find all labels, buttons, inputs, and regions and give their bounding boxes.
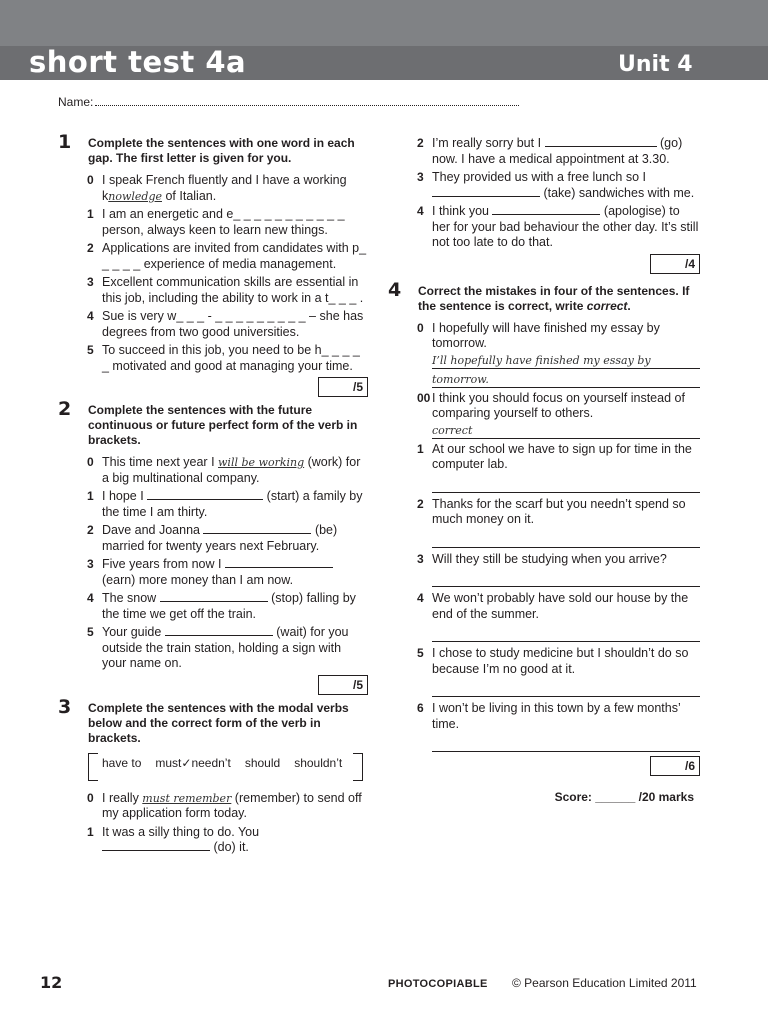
item-number: 00 <box>417 390 431 405</box>
item-number: 1 <box>87 207 94 221</box>
example-answer-line: correct <box>432 422 700 439</box>
ex1-item-0 <box>58 173 368 204</box>
item-text: I hopefully will have finished my essay by tomorrow. <box>432 320 660 350</box>
item-text: (wait) for you outside the train station, holding a sign with your name on. <box>102 625 349 670</box>
answer-blank[interactable] <box>165 626 273 636</box>
item-text: I really <box>102 790 143 805</box>
name-field[interactable] <box>58 95 519 111</box>
exercise-4-instruction-em: correct <box>586 298 628 313</box>
item-number: 4 <box>417 591 424 605</box>
item-text: I hope I <box>102 489 148 503</box>
answer-line[interactable] <box>432 677 700 697</box>
word-option: should <box>244 755 281 770</box>
exercise-2-score-box[interactable]: /5 <box>318 675 368 695</box>
item-number: 4 <box>87 309 94 323</box>
item-text: (earn) more money than I am now. <box>102 572 294 587</box>
ex3-item-0 <box>58 791 368 822</box>
item-text: (go) now. I have a medical appointment at 3.30. <box>432 136 683 166</box>
answer-blank[interactable] <box>203 524 311 534</box>
left-column <box>58 131 368 859</box>
answer-blank[interactable] <box>432 187 540 197</box>
answer-line[interactable] <box>432 567 700 587</box>
answer-blank[interactable] <box>147 490 263 500</box>
exercise-2-number: 2 <box>58 398 72 420</box>
ex3-item-3[interactable] <box>388 170 700 201</box>
exercise-1-heading <box>58 131 368 166</box>
photocopiable-label: PHOTOCOPIABLE <box>388 978 488 990</box>
ex4-item-0 <box>388 321 700 388</box>
right-column <box>388 136 700 806</box>
item-number: 4 <box>87 591 94 605</box>
item-text: Five years from now I <box>102 557 225 571</box>
item-text: I think you <box>432 204 493 218</box>
item-text: Sue is very w_ _ _ - _ _ _ _ _ _ _ _ _ – she has degrees from two good universities. <box>102 309 364 339</box>
answer-line[interactable] <box>432 473 700 493</box>
item-text: Thanks for the scarf but you needn’t spend so much money on it. <box>432 496 686 526</box>
word-option: must✓ <box>155 755 192 770</box>
item-text: I chose to study medicine but I shouldn’t do so because I’m no good at it. <box>432 646 689 676</box>
example-answer: must remember <box>142 791 232 805</box>
header-strip <box>0 0 768 46</box>
item-number: 1 <box>87 824 94 839</box>
word-list <box>102 756 342 772</box>
ex2-item-1[interactable] <box>58 489 368 520</box>
exercise-3-heading <box>58 695 368 746</box>
test-title: short test 4a <box>29 45 247 79</box>
item-text: At our school we have to sign up for time in the computer lab. <box>432 441 692 471</box>
item-text: (do) it. <box>210 840 249 854</box>
item-number: 4 <box>417 204 424 218</box>
answer-line[interactable] <box>432 528 700 548</box>
item-number: 5 <box>87 625 94 639</box>
example-answer: nowledge <box>108 189 162 203</box>
answer-blank[interactable] <box>160 592 268 602</box>
item-text: (remember) to send off my application form today. <box>102 790 362 820</box>
item-text: I won’t be living in this town by a few months’ time. <box>432 701 681 731</box>
exercise-2-instruction: Complete the sentences with the future continuous or future perfect form of the verb in brackets. <box>88 403 358 447</box>
item-number: 2 <box>87 523 94 537</box>
page-number: 12 <box>40 973 63 992</box>
answer-blank[interactable] <box>545 137 657 147</box>
item-number: 0 <box>87 790 94 805</box>
item-text: (start) a family by the time I am thirty. <box>102 489 363 519</box>
ex4-item-1[interactable] <box>388 442 700 493</box>
item-number: 0 <box>417 320 424 335</box>
item-text: (apologise) to her for your bad behaviour the other day. It’s still not too late to do that. <box>432 204 699 249</box>
ex4-item-5[interactable] <box>388 646 700 697</box>
item-text: (work) for a big multinational company. <box>102 455 361 485</box>
total-score: Score: ______ /20 marks <box>554 790 694 804</box>
item-text: Excellent communication skills are essential in this job, including the ability to work in a t_ _ _ . <box>102 275 364 305</box>
item-number: 2 <box>87 241 94 255</box>
item-text: Your guide <box>102 625 165 639</box>
exercise-1-score-box[interactable]: /5 <box>318 377 368 397</box>
answer-blank[interactable] <box>492 205 600 215</box>
word-option: shouldn’t <box>294 755 343 770</box>
item-number: 2 <box>417 136 424 150</box>
ex2-item-5[interactable] <box>58 625 368 672</box>
item-text: To succeed in this job, you need to be h_ _ _ _ _ motivated and good at managing your time. <box>102 343 360 373</box>
ex1-item-1[interactable] <box>58 207 368 238</box>
example-answer-line: tomorrow. <box>432 371 700 388</box>
item-text: We won’t probably have sold our house by the end of the summer. <box>432 591 689 621</box>
item-text: I am an energetic and e_ _ _ _ _ _ _ _ _ _ _ person, always keen to learn new things. <box>102 207 345 237</box>
item-text: The snow <box>102 591 160 605</box>
bracket-right <box>353 753 363 781</box>
ex4-item-3[interactable] <box>388 552 700 588</box>
item-text: (stop) falling by the time we get off the train. <box>102 591 356 621</box>
item-number: 3 <box>417 551 424 566</box>
exercise-4-heading <box>388 278 700 314</box>
ex1-item-5[interactable] <box>58 343 368 374</box>
ex2-item-2[interactable] <box>58 523 368 554</box>
item-text: (take) sandwiches with me. <box>540 185 695 200</box>
modal-word-box <box>88 753 363 783</box>
copyright: © Pearson Education Limited 2011 <box>512 976 697 990</box>
exercise-1-instruction: Complete the sentences with one word in each gap. The first letter is given for you. <box>88 136 355 165</box>
ex4-item-4[interactable] <box>388 591 700 642</box>
answer-blank[interactable] <box>102 841 210 851</box>
exercise-4-score-box[interactable]: /6 <box>650 756 700 776</box>
name-dotted-line[interactable] <box>95 95 519 106</box>
item-text: I’m really sorry but I <box>432 136 545 150</box>
exercise-3-instruction: Complete the sentences with the modal verbs below and the correct form of the verb in brackets. <box>88 700 349 745</box>
item-number: 3 <box>417 170 424 184</box>
exercise-4-instruction: Correct the mistakes in four of the sentences. If the sentence is correct, write <box>418 283 690 313</box>
ex3-item-1[interactable] <box>58 825 368 856</box>
name-label: Name: <box>58 95 94 109</box>
ex4-item-2[interactable] <box>388 497 700 548</box>
exercise-1-number: 1 <box>58 131 72 153</box>
ex1-item-2[interactable] <box>58 241 368 272</box>
item-text: (be) married for twenty years next February. <box>102 523 338 553</box>
item-number: 5 <box>417 646 424 660</box>
example-answer: will be working <box>218 456 305 469</box>
item-number: 3 <box>87 557 94 571</box>
exercise-4-number: 4 <box>388 278 402 301</box>
word-option: needn’t <box>191 755 231 770</box>
word-option: have to <box>102 755 142 770</box>
ex4-item-6[interactable] <box>388 701 700 752</box>
item-text: It was a silly thing to do. You <box>102 824 260 839</box>
item-number: 1 <box>87 489 94 503</box>
item-text: This time next year I <box>102 455 219 469</box>
item-text: of Italian. <box>162 188 217 203</box>
ex2-item-3[interactable] <box>58 557 368 588</box>
ex1-item-4[interactable] <box>58 309 368 340</box>
item-text: Will they still be studying when you arrive? <box>432 551 667 566</box>
ex2-item-4[interactable] <box>58 591 368 622</box>
unit-label: Unit 4 <box>618 52 693 77</box>
item-number: 2 <box>417 496 424 511</box>
answer-line[interactable] <box>432 732 700 752</box>
item-number: 3 <box>87 275 94 289</box>
example-answer-line: I’ll hopefully have finished my essay by <box>432 352 700 369</box>
answer-line[interactable] <box>432 622 700 642</box>
ex1-item-3[interactable] <box>58 275 368 306</box>
item-number: 0 <box>87 173 94 187</box>
ex3-item-2[interactable] <box>388 136 700 167</box>
ex4-item-00 <box>388 391 700 439</box>
item-number: 1 <box>417 441 424 456</box>
item-number: 0 <box>87 455 94 469</box>
exercise-4-instruction-end: . <box>627 298 631 313</box>
item-text: I think you should focus on yourself instead of comparing yourself to others. <box>432 390 685 420</box>
exercise-2-heading <box>58 398 368 448</box>
header-bar <box>0 0 768 80</box>
item-number: 5 <box>87 343 94 357</box>
item-text: Dave and Joanna <box>102 523 204 537</box>
ex3-item-4[interactable] <box>388 204 700 251</box>
item-text: I speak French fluently and I have a working k <box>102 173 347 203</box>
item-number: 6 <box>417 701 424 715</box>
exercise-3-score-box[interactable]: /4 <box>650 254 700 274</box>
bracket-left <box>88 753 98 781</box>
ex2-item-0 <box>58 455 368 486</box>
item-text: Applications are invited from candidates with p_ _ _ _ _ experience of media management. <box>102 241 367 271</box>
exercise-3-number: 3 <box>58 695 72 718</box>
item-text: They provided us with a free lunch so I <box>432 170 647 184</box>
answer-blank[interactable] <box>225 558 333 568</box>
